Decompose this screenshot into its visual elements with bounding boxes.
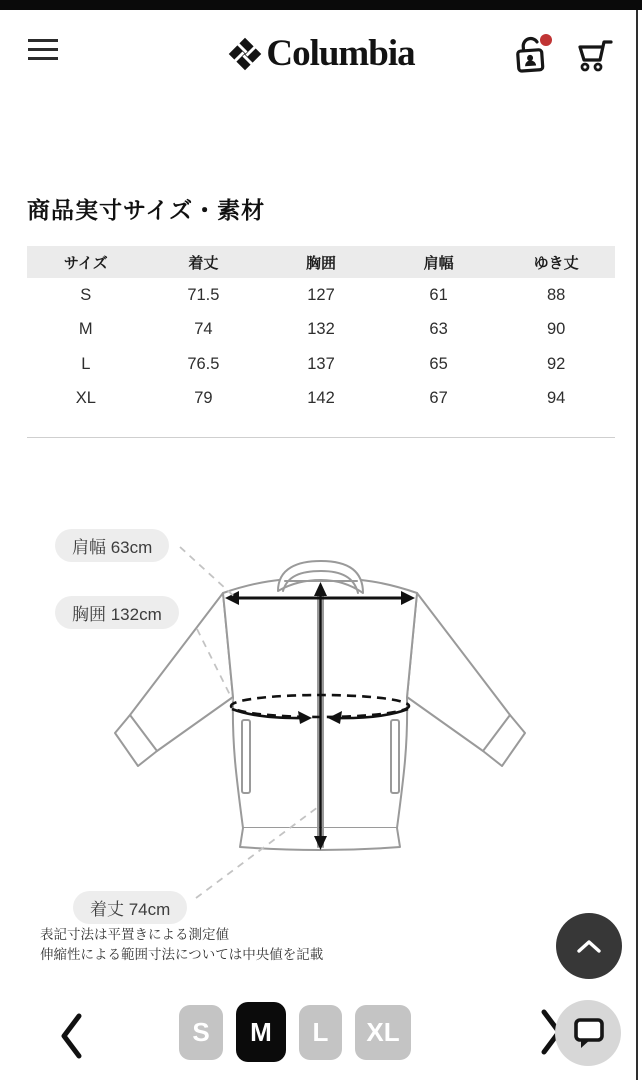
cell: L [81, 354, 91, 373]
size-table [27, 246, 615, 416]
notification-dot [540, 34, 552, 46]
table-row [27, 278, 615, 313]
cell: 65 [429, 354, 448, 373]
cell: S [80, 285, 92, 304]
cell: 137 [307, 354, 335, 373]
cell: 63 [429, 320, 448, 339]
table-row [27, 313, 615, 348]
scrollbar[interactable] [636, 10, 638, 1080]
chevron-left-icon [60, 1013, 82, 1059]
col-header-sleeve: ゆき丈 [533, 254, 579, 272]
chat-bubble-icon [570, 1015, 606, 1051]
status-bar [0, 0, 642, 10]
measurement-footnote [40, 925, 323, 965]
page-title: 商品実寸サイズ・素材 [27, 197, 266, 223]
table-row [27, 382, 615, 417]
cell: 92 [546, 354, 566, 373]
chat-button[interactable] [555, 1000, 621, 1066]
table-row [27, 347, 615, 382]
footnote-line: 伸縮性による範囲寸法については中央値を記載 [40, 947, 324, 962]
size-button-xl[interactable]: XL [355, 1005, 411, 1060]
cell: 79 [194, 389, 213, 408]
footnote-line: 表記寸法は平置きによる測定値 [40, 927, 229, 942]
cell: 132 [307, 320, 335, 339]
cell: 67 [429, 389, 448, 408]
cart-button[interactable] [574, 36, 614, 79]
cell: 71.5 [187, 285, 220, 304]
cell: 88 [546, 285, 566, 304]
size-button-m-selected[interactable]: M [236, 1002, 286, 1062]
cell: 142 [307, 389, 335, 408]
cell: XL [75, 389, 96, 408]
section-divider [27, 437, 615, 438]
prev-size-button[interactable] [60, 1013, 82, 1064]
col-header-shoulder: 肩幅 [423, 254, 454, 272]
cell: 94 [546, 389, 566, 408]
size-button-s[interactable]: S [179, 1005, 223, 1060]
shopping-cart-icon [574, 36, 614, 74]
col-header-length: 着丈 [188, 254, 219, 272]
col-header-size: サイズ [63, 254, 108, 272]
columbia-diamond-icon [227, 35, 263, 71]
shoulder-width-label: 肩幅 63cm [55, 529, 169, 562]
open-lock-person-icon [511, 33, 553, 75]
cell: M [78, 320, 93, 339]
size-button-l[interactable]: L [299, 1005, 342, 1060]
cell: 76.5 [187, 354, 220, 373]
cell: 61 [429, 285, 448, 304]
col-header-chest: 胸囲 [305, 254, 336, 272]
scroll-to-top-button[interactable] [556, 913, 622, 979]
account-login-button[interactable] [511, 33, 553, 80]
cell: 74 [194, 320, 213, 339]
size-table-header [27, 246, 615, 278]
brand-wordmark: Columbia [266, 32, 415, 74]
body-length-label: 着丈 74cm [73, 891, 187, 924]
cell: 90 [546, 320, 566, 339]
chest-girth-label: 胸囲 132cm [55, 596, 179, 629]
chevron-up-icon [576, 938, 602, 954]
cell: 127 [307, 285, 335, 304]
